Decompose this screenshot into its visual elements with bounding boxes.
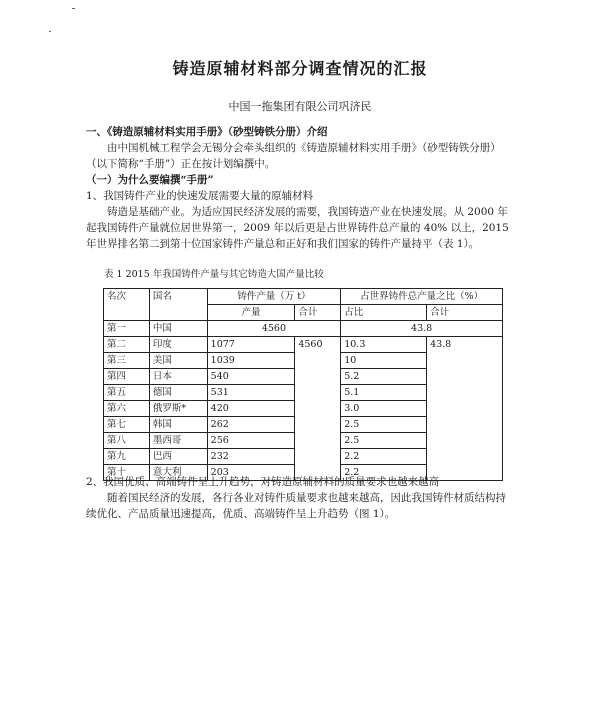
rank-cell: 第一	[104, 321, 150, 337]
rank-cell: 第九	[104, 449, 150, 465]
header-share-group: 占世界铸件总产量之比（%）	[341, 289, 503, 305]
country-cell: 意大利	[149, 465, 207, 481]
country-cell: 俄罗斯*	[149, 401, 207, 417]
rank-cell: 第五	[104, 385, 150, 401]
rank-cell: 第七	[104, 417, 150, 433]
output-cell: 540	[207, 369, 295, 385]
table-header-row	[104, 289, 503, 305]
table-row-china	[104, 321, 503, 337]
point2-heading: 2、我国优质、高端铸件呈上升趋势，对铸造原辅材料的质量要求也越来越高	[86, 476, 440, 488]
header-share-total: 合计	[427, 305, 503, 321]
output-cell: 4560	[207, 321, 341, 337]
document-title: 铸造原辅材料部分调查情况的汇报	[172, 59, 428, 78]
intro-paragraph: 由中国机械工程学会无锡分会牵头组织的《铸造原辅材料实用手册》（砂型铸铁分册）（以下简称“手册”）正在按计划编撰中。	[86, 142, 501, 170]
country-cell: 美国	[149, 353, 207, 369]
output-cell: 1039	[207, 353, 295, 369]
rank-cell: 第二	[104, 337, 150, 353]
rank-cell: 第十	[104, 465, 150, 481]
section1-heading: 一、《铸造原辅材料实用手册》（砂型铸铁分册）介绍	[86, 126, 328, 138]
share-total-cell: 43.8	[427, 337, 503, 481]
document-author: 中国一拖集团有限公司巩济民	[228, 100, 372, 113]
table-caption: 表 1 2015 年我国铸件产量与其它铸造大国产量比较	[104, 269, 324, 280]
point2-paragraph: 随着国民经济的发展，各行各业对铸件质量要求也越来越高，因此我国铸件材质结构持续优化、产品质量迅速提高，优质、高端铸件呈上升趋势（图 1）。	[86, 492, 506, 520]
rank-cell: 第八	[104, 433, 150, 449]
share-cell: 10.3	[341, 337, 427, 353]
country-cell: 德国	[149, 385, 207, 401]
share-cell: 10	[341, 353, 427, 369]
share-cell: 5.2	[341, 369, 427, 385]
country-cell: 日本	[149, 369, 207, 385]
header-country: 国名	[149, 289, 207, 321]
output-cell: 531	[207, 385, 295, 401]
scan-speck	[72, 8, 75, 9]
header-output: 产量	[207, 305, 295, 321]
country-cell: 印度	[149, 337, 207, 353]
share-cell: 2.5	[341, 433, 427, 449]
rank-cell: 第三	[104, 353, 150, 369]
country-cell: 墨西哥	[149, 433, 207, 449]
header-share: 占比	[341, 305, 427, 321]
sub1-heading: （一）为什么要编撰“手册”	[86, 174, 214, 186]
header-output-group: 铸件产量（万 t）	[207, 289, 341, 305]
section1-block	[86, 124, 516, 252]
output-cell: 203	[207, 465, 295, 481]
point1-heading: 1、我国铸件产业的快速发展需要大量的原辅材料	[86, 190, 314, 202]
output-total-cell: 4560	[295, 337, 341, 481]
output-cell: 420	[207, 401, 295, 417]
country-cell: 巴西	[149, 449, 207, 465]
rank-cell: 第四	[104, 369, 150, 385]
header-rank: 名次	[104, 289, 150, 321]
output-cell: 262	[207, 417, 295, 433]
country-cell: 中国	[149, 321, 207, 337]
share-cell: 2.2	[341, 449, 427, 465]
share-cell: 5.1	[341, 385, 427, 401]
rank-cell: 第六	[104, 401, 150, 417]
output-cell: 256	[207, 433, 295, 449]
scan-speck	[49, 31, 51, 32]
share-cell: 2.5	[341, 417, 427, 433]
output-cell: 1077	[207, 337, 295, 353]
country-cell: 韩国	[149, 417, 207, 433]
foundry-output-table	[103, 288, 503, 481]
share-cell: 43.8	[341, 321, 503, 337]
section2-block	[86, 474, 516, 522]
point1-paragraph: 铸造是基础产业。为适应国民经济发展的需要，我国铸造产业在快速发展。从 2000 年起我国铸件产量就位居世界第一，2009 年以后更是占世界铸件总产量的 40% 以上，2015 年世界排名第二到第十位国家铸件产量总和正好和我们国家的铸件产量持平（表 1）。	[86, 206, 509, 250]
header-output-total: 合计	[295, 305, 341, 321]
share-cell: 2.2	[341, 465, 427, 481]
share-cell: 3.0	[341, 401, 427, 417]
table-row	[104, 337, 503, 353]
output-cell: 232	[207, 449, 295, 465]
